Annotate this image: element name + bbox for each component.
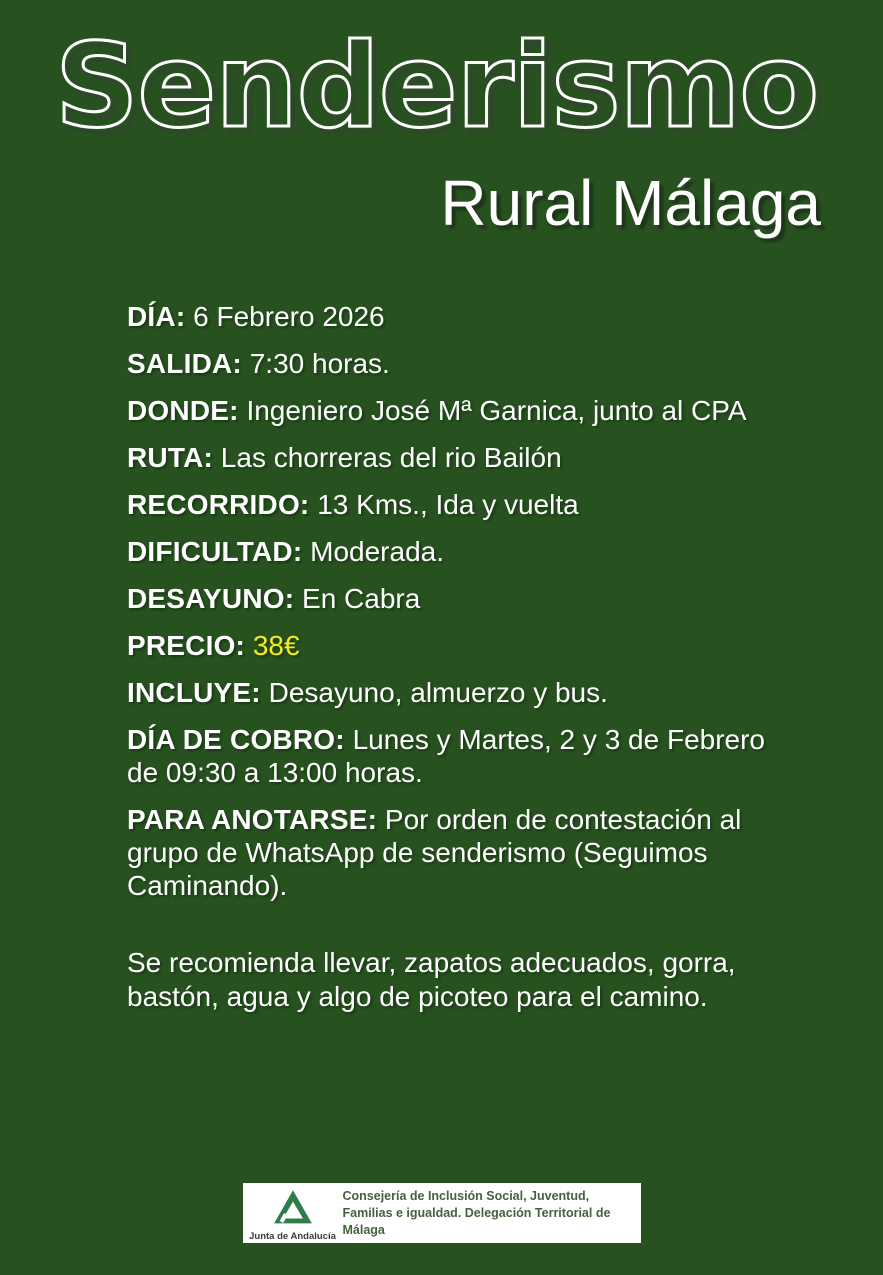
event-details	[127, 300, 787, 1014]
detail-value: 13 Kms., Ida y vuelta	[317, 489, 579, 520]
detail-row	[127, 441, 787, 474]
detail-label: PARA ANOTARSE:	[127, 804, 378, 835]
detail-label: INCLUYE:	[127, 677, 261, 708]
junta-logo-caption: Junta de Andalucía	[249, 1230, 336, 1242]
detail-row	[127, 723, 787, 789]
detail-label: DÍA:	[127, 301, 186, 332]
detail-label: DIFICULTAD:	[127, 536, 303, 567]
page-subtitle: Rural Málaga	[440, 167, 821, 239]
recommendation-note: Se recomienda llevar, zapatos adecuados, gorra, bastón, agua y algo de picoteo para el camino.	[127, 947, 736, 1012]
footer-banner	[243, 1183, 641, 1243]
detail-label: DESAYUNO:	[127, 583, 295, 614]
detail-row	[127, 676, 787, 709]
detail-value: 6 Febrero 2026	[193, 301, 385, 332]
detail-list	[127, 300, 787, 902]
junta-logo-block	[243, 1185, 343, 1242]
detail-value: Ingeniero José Mª Garnica, junto al CPA	[246, 395, 747, 426]
detail-row	[127, 629, 787, 662]
detail-value: 38€	[252, 630, 300, 661]
detail-row	[127, 347, 787, 380]
junta-andalucia-logo-icon	[273, 1189, 313, 1230]
detail-value: Lunes y Martes, 2 y 3 de Febrero de 09:30 a 13:00 horas.	[127, 724, 766, 788]
detail-row	[127, 582, 787, 615]
page-title: Senderismo	[55, 19, 819, 154]
detail-label: SALIDA:	[127, 348, 242, 379]
detail-label: DÍA DE COBRO:	[127, 724, 345, 755]
detail-value: Por orden de contestación al grupo de WhatsApp de senderismo (Seguimos Caminando).	[127, 804, 742, 901]
footer-text: Consejería de Inclusión Social, Juventud, Familias e igualdad. Delegación Territorial de Málaga	[342, 1188, 611, 1237]
detail-label: DONDE:	[127, 395, 239, 426]
detail-value: Moderada.	[310, 536, 444, 567]
detail-value: En Cabra	[302, 583, 421, 614]
detail-label: RUTA:	[127, 442, 214, 473]
detail-label: RECORRIDO:	[127, 489, 310, 520]
detail-row	[127, 803, 787, 902]
detail-row	[127, 394, 787, 427]
poster-header	[0, 0, 883, 238]
detail-value: 7:30 horas.	[249, 348, 390, 379]
detail-row	[127, 535, 787, 568]
detail-value: Desayuno, almuerzo y bus.	[268, 677, 608, 708]
detail-value: Las chorreras del rio Bailón	[220, 442, 562, 473]
detail-row	[127, 488, 787, 521]
detail-label: PRECIO:	[127, 630, 246, 661]
detail-row	[127, 300, 787, 333]
